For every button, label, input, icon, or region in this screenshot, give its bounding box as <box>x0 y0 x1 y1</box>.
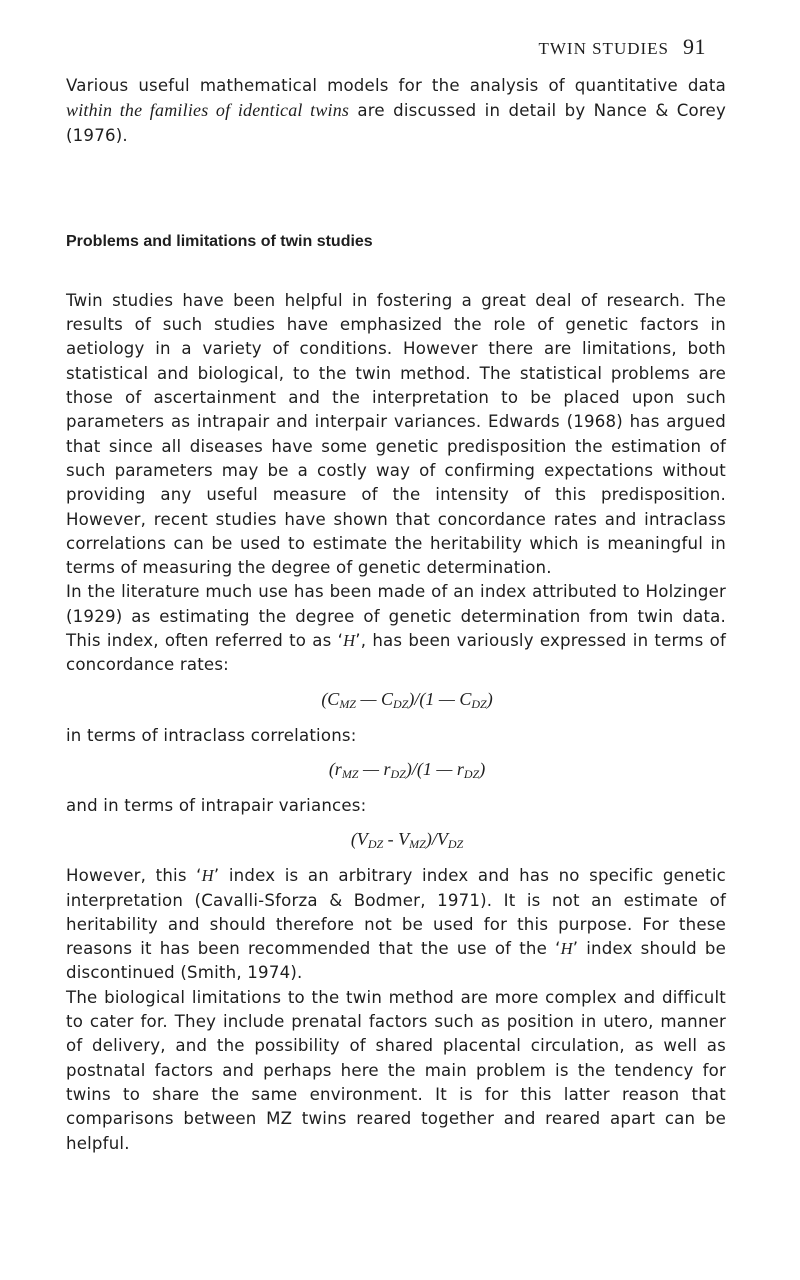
label-intrapair: and in terms of intrapair variances: <box>66 795 367 815</box>
running-head <box>538 34 706 60</box>
h-symbol: H <box>343 631 356 651</box>
paragraph-biological: The biological limitations to the twin method are more complex and difficult to cater for. They include prenatal factors such as position in utero, manner of delivery, and the possibility of shared placental circulation, as well as postnatal factors and perhaps here the main problem is the tendency for twins to share the same environment. It is for this latter reason that comparisons between MZ twins reared together and reared apart can be helpful. <box>66 987 726 1153</box>
paragraph-holzinger <box>66 580 726 677</box>
formula-intrapair: $(V_{DZ} - V_{MZ})/V_{DZ}$ <box>350 829 464 852</box>
page-body <box>66 74 726 1156</box>
paragraph-limitations: Twin studies have been helpful in fostering a great deal of research. The results of such studies have emphasized the role of genetic factors in aetiology in a variety of conditions. However there are limitations, both statistical and biological, to the twin method. The statistical problems are those of ascertainment and the interpretation to be placed upon such parameters as intrapair and interpair variances. Edwards (1968) has argued that since all diseases have some genetic predisposition the estimation of such parameters may be a costly way of confirming expectations without providing any useful measure of the intensity of this predisposition. However, recent studies have shown that concordance rates and intraclass correlations can be used to estimate the heritability which is meaningful in terms of measuring the degree of genetic determination. <box>66 290 726 578</box>
section-heading: Problems and limitations of twin studies <box>66 232 373 250</box>
intro-paragraph <box>66 74 726 148</box>
page-number: 91 <box>683 34 706 59</box>
intro-text-end: are discussed in detail by Nance & Corey (1976). <box>66 101 726 145</box>
label-intraclass: in terms of intraclass correlations: <box>66 725 357 745</box>
formula-intraclass: ($r_{MZ}$ — $r_{DZ})/(1$ — $r_{DZ}$) <box>328 758 486 781</box>
holzinger-text-start: In the literature much use has been made of an index attributed to Holzinger (1929) as estimating the degree of genetic determination from twin data. This index, often referred to as ‘ <box>66 582 726 651</box>
running-head-title: TWIN STUDIES <box>538 39 669 58</box>
formula-concordance: ($C_{MZ}$ — $C_{DZ})/(1$ — $C_{DZ}$) <box>321 688 493 711</box>
paragraph-h-index: However, this ‘H’ index is an arbitrary index and has no specific genetic interpretation (Cavalli-Sforza & Bodmer, 1971). It is not an estimate of heritability and should therefore not be used for this purpose. For these reasons it has been recommended that the use of the ‘H’ index should be discontinued (Smith, 1974). <box>66 866 727 983</box>
holzinger-text-end: ’, has been variously expressed in terms of concordance rates: <box>66 631 726 675</box>
intro-text-start: Various useful mathematical models for the analysis of quantitative data <box>66 76 726 95</box>
h-symbol: H <box>560 939 573 959</box>
h-symbol: H <box>201 866 214 886</box>
intro-italic-phrase: within the families of identical twins <box>66 100 350 121</box>
